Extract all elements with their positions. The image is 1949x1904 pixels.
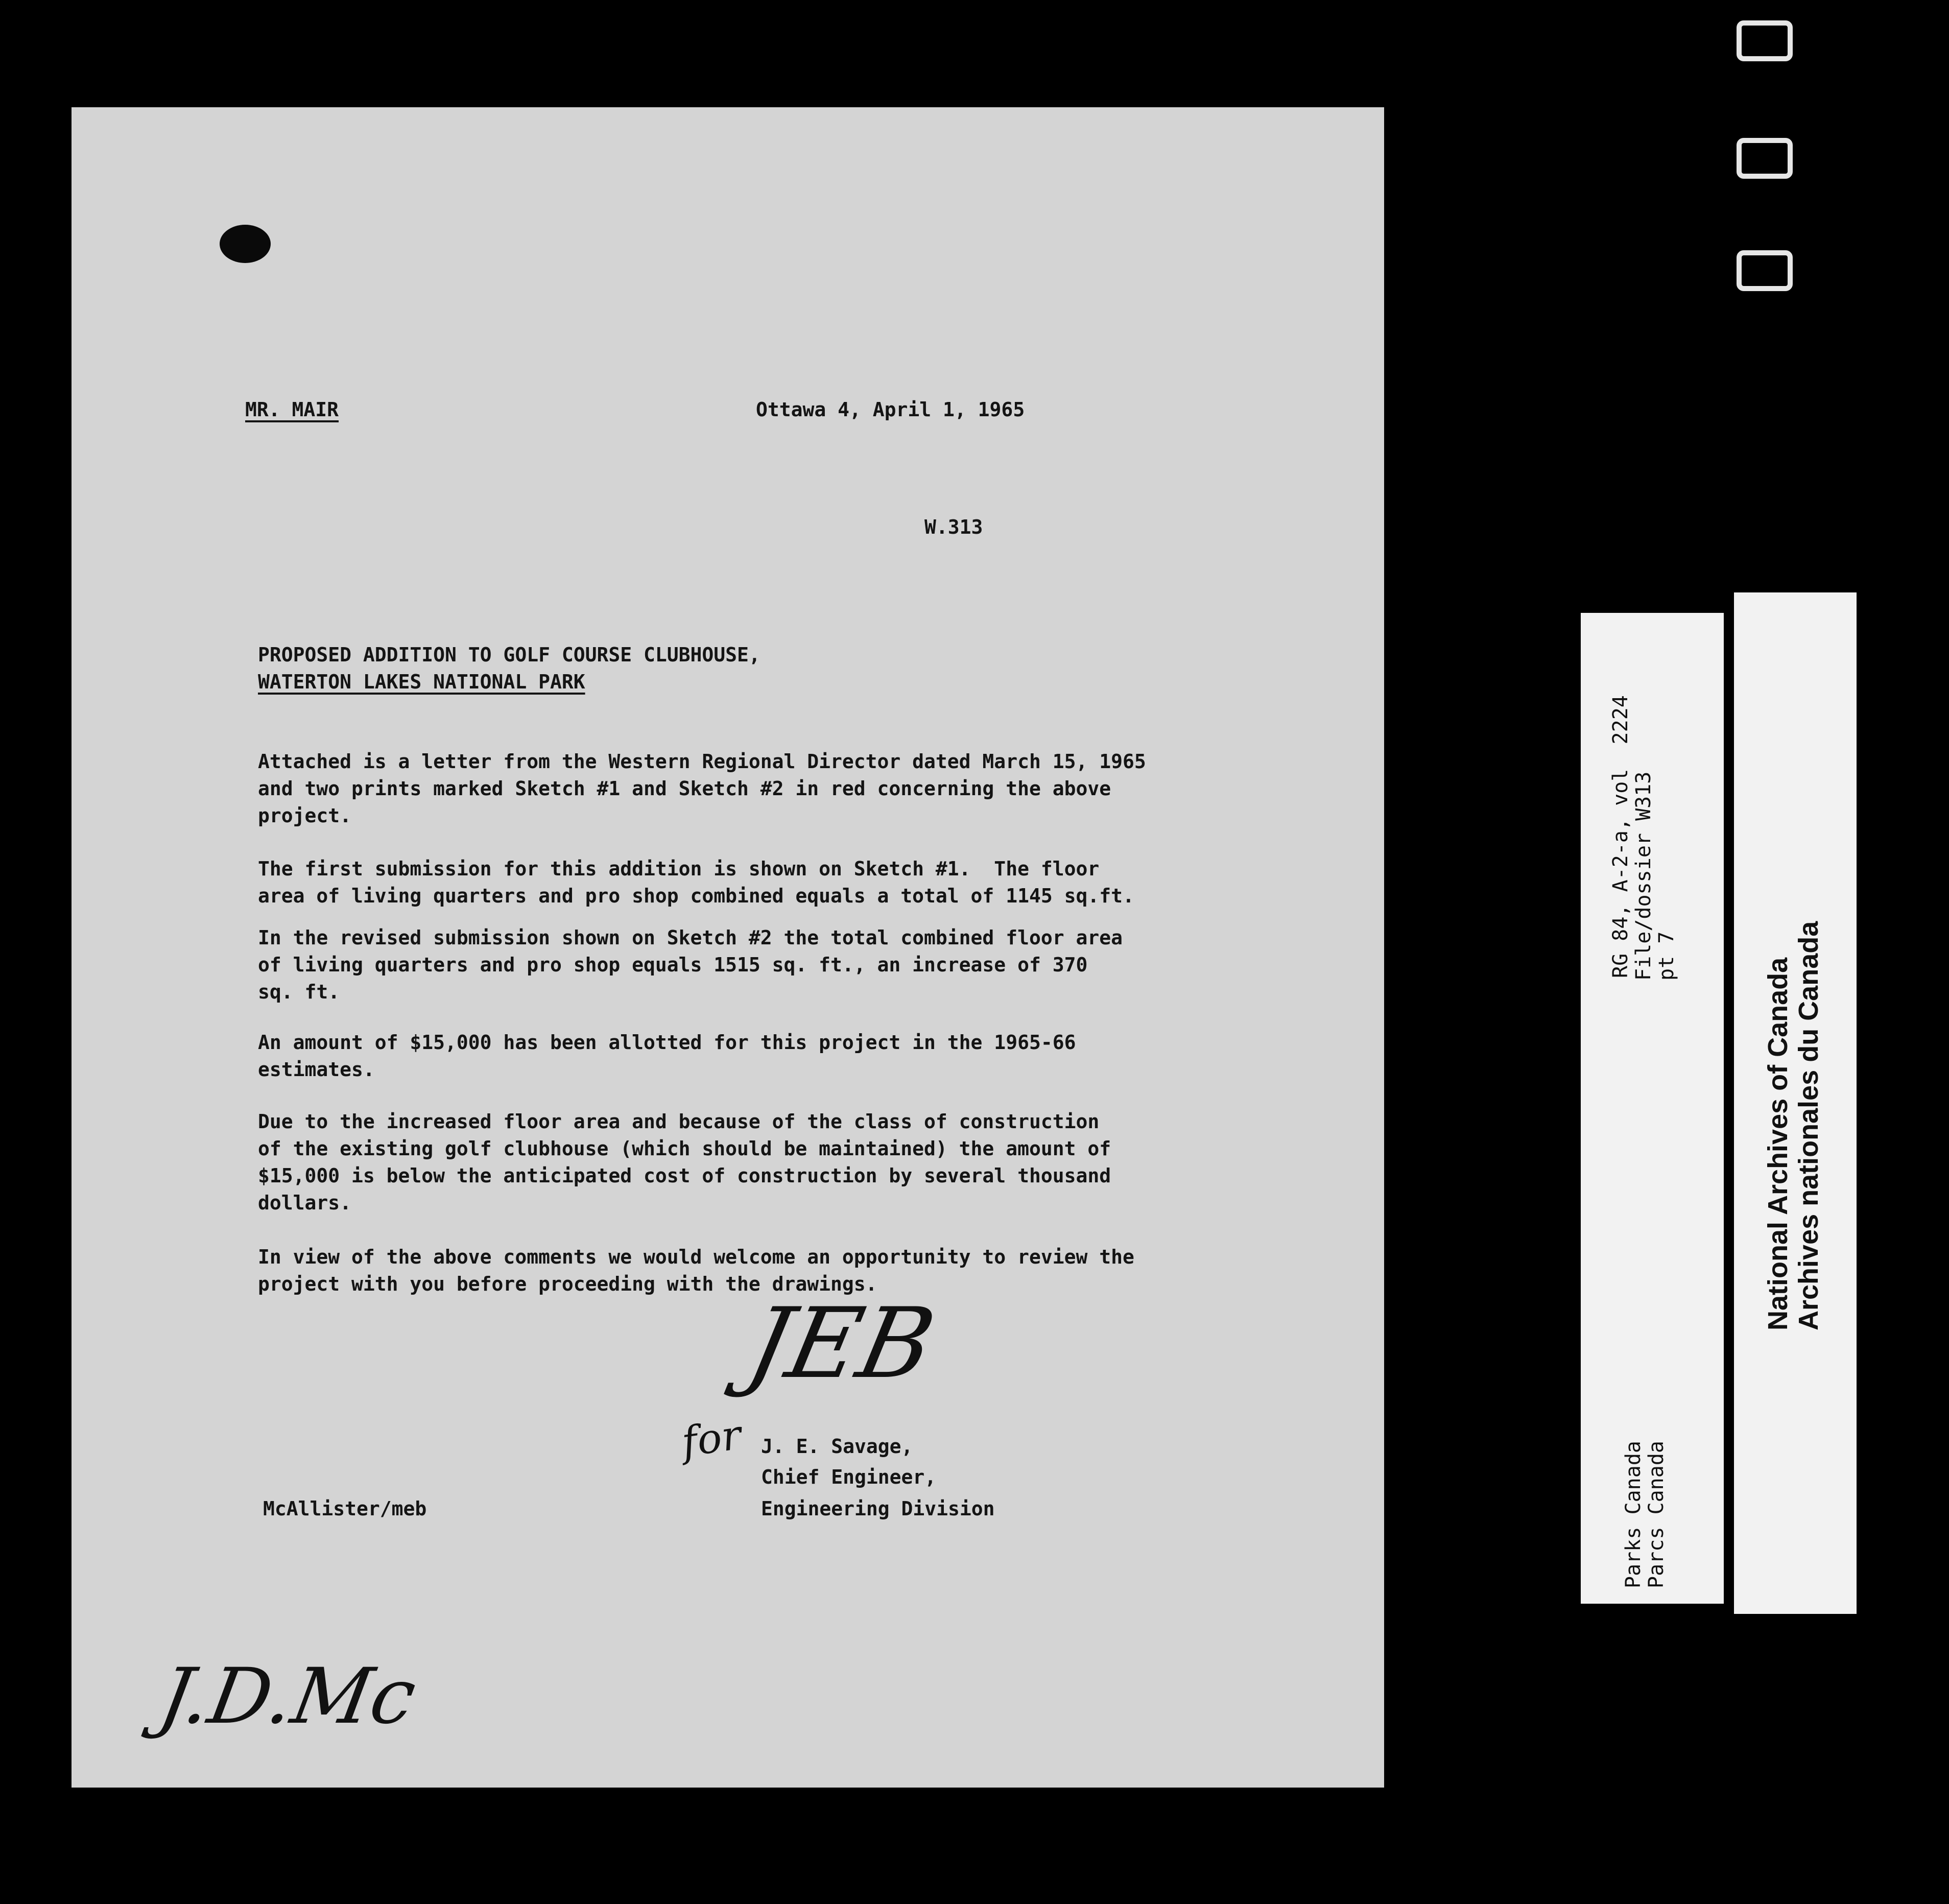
punch-hole [220, 225, 271, 263]
agency-en: Parks Canada [1622, 1441, 1645, 1588]
file-reference: W.313 [924, 516, 983, 538]
subject-line-2: WATERTON LAKES NATIONAL PARK [258, 671, 585, 693]
typist-initials: McAllister/meb [263, 1497, 427, 1520]
subject-line-1: PROPOSED ADDITION TO GOLF COURSE CLUBHOUSE, [258, 644, 760, 666]
reference-card [1581, 613, 1724, 1604]
paragraph-3: In the revised submission shown on Sketch #2 the total combined floor area of living quarters and pro shop equals 1515 sq. ft., an increase of 370 sq. ft. [258, 926, 1123, 1003]
paragraph-2: The first submission for this addition is shown on Sketch #1. The floor area of living quarters and pro shop combined equals a total of 1145 sq.ft. [258, 858, 1134, 907]
archives-name-fr: Archives nationales du Canada [1793, 921, 1824, 1330]
signer-name: J. E. Savage, [761, 1435, 913, 1458]
paragraph-5: Due to the increased floor area and because of the class of construction of the existing golf clubhouse (which should be maintained) the amount of $15,000 is below the anticipated cost of construction by several thousand dollars. [258, 1110, 1111, 1214]
place-date: Ottawa 4, April 1, 1965 [756, 398, 1025, 421]
recipient: MR. MAIR [245, 398, 339, 421]
reference-line-3: pt 7 [1655, 931, 1678, 981]
archives-name-en: National Archives of Canada [1763, 957, 1793, 1330]
paragraph-1: Attached is a letter from the Western Regional Director dated March 15, 1965 and two prints marked Sketch #1 and Sketch #2 in red concerning the above project. [258, 750, 1146, 827]
reference-line-2: File/dossier W313 [1632, 771, 1655, 981]
document-page [72, 107, 1384, 1788]
reference-line-1: RG 84, A-2-a, vol 2224 [1609, 695, 1632, 978]
signer-division: Engineering Division [761, 1497, 995, 1520]
film-frame-marker [1737, 138, 1793, 179]
agency-fr: Parcs Canada [1645, 1441, 1668, 1588]
archives-card [1734, 592, 1857, 1614]
handwritten-initials: J.D.Mc [153, 1652, 422, 1741]
paragraph-4: An amount of $15,000 has been allotted for this project in the 1965-66 estimates. [258, 1031, 1076, 1081]
film-frame-marker [1737, 250, 1793, 291]
signature-scrawl: JEB [739, 1287, 944, 1400]
signer-title: Chief Engineer, [761, 1466, 937, 1488]
paragraph-6: In view of the above comments we would welcome an opportunity to review the project with you before proceeding with the drawings. [258, 1246, 1134, 1295]
signature-prefix: for [679, 1411, 744, 1466]
film-frame-marker [1737, 20, 1793, 61]
